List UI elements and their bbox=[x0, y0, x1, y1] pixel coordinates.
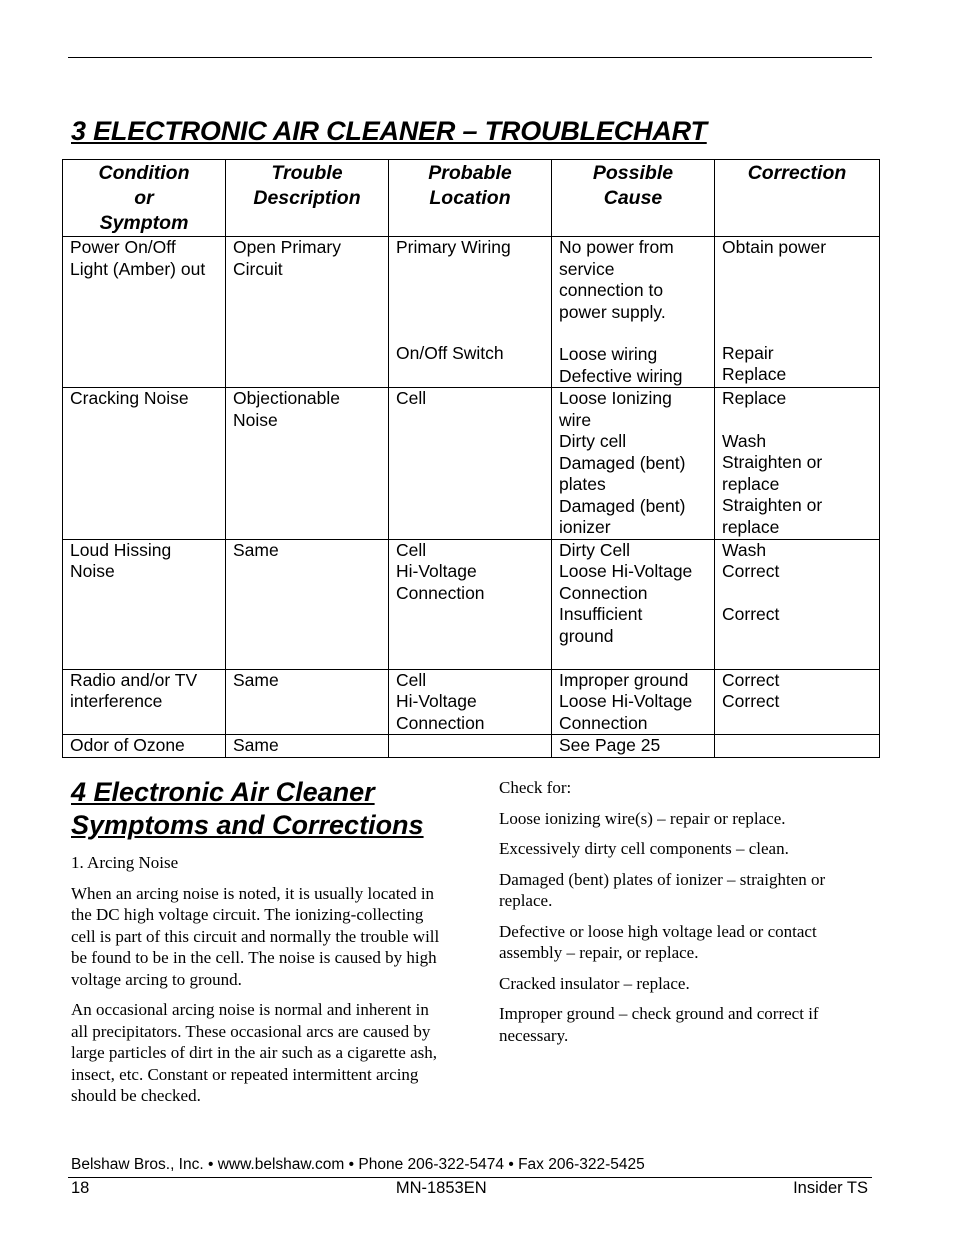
cell-line: ionizer bbox=[559, 517, 611, 537]
cell-line: Light (Amber) out bbox=[70, 258, 206, 279]
check-item: Excessively dirty cell components – clean. bbox=[499, 839, 789, 858]
cell-line: Radio and/or TV bbox=[70, 669, 198, 690]
cell-line: Same bbox=[233, 735, 279, 755]
cell-line: Cell bbox=[396, 669, 427, 690]
check-item: Cracked insulator – replace. bbox=[499, 973, 690, 993]
cell-line: Symptom bbox=[99, 212, 189, 234]
cell-line: Hi-Voltage bbox=[396, 561, 477, 581]
cell-line: On/Off Switch bbox=[396, 342, 504, 363]
cell-correction bbox=[715, 735, 880, 758]
cell-line: Same bbox=[233, 669, 279, 690]
cell-line: or bbox=[134, 187, 154, 209]
blank-line bbox=[722, 280, 873, 301]
symptoms-section-title: 4 Electronic Air Cleaner Symptoms and Corrections bbox=[71, 777, 424, 840]
cell-trouble bbox=[226, 669, 389, 735]
blank-line bbox=[722, 583, 873, 604]
cell-line: Open Primary bbox=[233, 237, 341, 257]
cell-line: Dirty cell bbox=[559, 431, 627, 451]
cell-line: Loose Hi-Voltage bbox=[559, 691, 693, 711]
header-correction bbox=[715, 160, 880, 237]
cell-line: Defective wiring bbox=[559, 365, 683, 386]
cell-line: interference bbox=[70, 691, 163, 711]
cell-condition bbox=[63, 539, 226, 669]
cell-line: Loose Hi-Voltage bbox=[559, 561, 693, 581]
table-row bbox=[63, 237, 880, 388]
cell-line: Circuit bbox=[233, 258, 283, 279]
cell-line: Same bbox=[233, 539, 279, 560]
cell-line: Cause bbox=[603, 187, 663, 209]
cell-line: See Page 25 bbox=[559, 735, 661, 755]
blank-line bbox=[396, 259, 545, 280]
paragraph: An occasional arcing noise is normal and inherent in all precipitators. These occasional arcs are caused by large particles of dirt in the air such as a cigarette ash, insect, etc. Constant or repeated intermittent arcing should be checked. bbox=[71, 1000, 437, 1105]
footer bbox=[71, 1179, 868, 1198]
cell-line: ground bbox=[559, 625, 614, 646]
cell-line: Odor of Ozone bbox=[70, 735, 185, 755]
cell-line: Damaged (bent) bbox=[559, 452, 686, 473]
bottom-rule bbox=[68, 1177, 872, 1178]
cell-line: Cell bbox=[396, 539, 427, 560]
cell-condition bbox=[63, 237, 226, 388]
troublechart-title: 3 ELECTRONIC AIR CLEANER – TROUBLECHART bbox=[71, 116, 707, 146]
cell-line: Correct bbox=[722, 561, 780, 581]
cell-cause bbox=[552, 237, 715, 388]
cell-line: Repair bbox=[722, 342, 774, 363]
table-row bbox=[63, 388, 880, 540]
cell-cause bbox=[552, 388, 715, 540]
check-item: Defective or loose high voltage lead or contact assembly – repair, or replace. bbox=[499, 921, 817, 962]
cell-condition bbox=[63, 388, 226, 540]
right-column bbox=[499, 777, 871, 1055]
cell-line: Probable bbox=[428, 162, 512, 184]
cell-line: Hi-Voltage bbox=[396, 691, 477, 711]
cell-line: Obtain power bbox=[722, 237, 827, 257]
cell-condition bbox=[63, 735, 226, 758]
cell-line: Straighten or bbox=[722, 495, 823, 515]
cell-line: Connection bbox=[396, 582, 485, 603]
top-rule bbox=[68, 57, 872, 58]
cell-line: Correction bbox=[747, 162, 847, 184]
header-trouble bbox=[226, 160, 389, 237]
cell-line: replace bbox=[722, 473, 780, 494]
left-column bbox=[71, 852, 443, 1116]
cell-line: Loose Ionizing bbox=[559, 388, 672, 408]
cell-location bbox=[389, 237, 552, 388]
footer-company-info: Belshaw Bros., Inc. • www.belshaw.com • Phone 206-322-5474 • Fax 206-322-5425 bbox=[71, 1156, 645, 1173]
blank-line bbox=[396, 301, 545, 322]
blank-line bbox=[559, 323, 708, 344]
cell-line: Damaged (bent) bbox=[559, 495, 686, 516]
troublechart-table bbox=[62, 159, 880, 758]
cell-line: Wash bbox=[722, 430, 767, 451]
header-cause bbox=[552, 160, 715, 237]
cell-line: Insufficient bbox=[559, 604, 643, 624]
cell-location bbox=[389, 539, 552, 669]
cell-line: Correct bbox=[722, 669, 780, 690]
cell-line: Loose wiring bbox=[559, 344, 658, 364]
check-item: Loose ionizing wire(s) – repair or replace. bbox=[499, 808, 786, 828]
blank-line bbox=[722, 410, 873, 431]
cell-cause bbox=[552, 539, 715, 669]
cell-line: Objectionable bbox=[233, 388, 341, 408]
cell-correction bbox=[715, 539, 880, 669]
cell-line: Noise bbox=[70, 561, 115, 581]
cell-location bbox=[389, 388, 552, 540]
cell-line: Possible bbox=[592, 162, 674, 184]
cell-trouble bbox=[226, 237, 389, 388]
cell-line: Connection bbox=[559, 582, 648, 603]
cell-line: Condition bbox=[98, 162, 190, 184]
check-item: Improper ground – check ground and correct if necessary. bbox=[499, 1004, 819, 1045]
cell-line: service bbox=[559, 258, 615, 279]
blank-line bbox=[722, 301, 873, 322]
cell-line: Description bbox=[253, 187, 361, 209]
cell-correction bbox=[715, 388, 880, 540]
cell-line: Connection bbox=[559, 712, 648, 733]
cell-line: No power from bbox=[559, 237, 674, 257]
blank-line bbox=[396, 280, 545, 301]
cell-line: Location bbox=[429, 187, 511, 209]
table-row bbox=[63, 539, 880, 669]
blank-line bbox=[396, 322, 545, 343]
cell-cause bbox=[552, 669, 715, 735]
cell-condition bbox=[63, 669, 226, 735]
header-location bbox=[389, 160, 552, 237]
paragraph: When an arcing noise is noted, it is usually located in the DC high voltage circuit. The ionizing-collecting cell is part of this circuit and normally the trouble will be found to be in the cell. The noise is caused by high voltage arcing to ground. bbox=[71, 883, 440, 989]
cell-line: Straighten or bbox=[722, 452, 823, 472]
cell-line: plates bbox=[559, 474, 606, 494]
cell-line: Correct bbox=[722, 691, 780, 711]
cell-line: replace bbox=[722, 516, 780, 537]
cell-cause bbox=[552, 735, 715, 758]
cell-trouble bbox=[226, 735, 389, 758]
arcing-noise-heading: 1. Arcing Noise bbox=[71, 853, 179, 872]
cell-line: Cracking Noise bbox=[70, 388, 189, 408]
table-row bbox=[63, 735, 880, 758]
blank-line bbox=[722, 259, 873, 280]
table-header-row bbox=[63, 160, 880, 237]
table-row bbox=[63, 669, 880, 735]
check-item: Damaged (bent) plates of ionizer – straighten or replace. bbox=[499, 869, 826, 910]
cell-correction bbox=[715, 237, 880, 388]
header-condition bbox=[63, 160, 226, 237]
cell-trouble bbox=[226, 388, 389, 540]
cell-line: Dirty Cell bbox=[559, 539, 630, 560]
cell-trouble bbox=[226, 539, 389, 669]
cell-line: Power On/Off bbox=[70, 237, 176, 257]
cell-line: Connection bbox=[396, 712, 485, 733]
cell-line: Wash bbox=[722, 539, 767, 560]
cell-location bbox=[389, 735, 552, 758]
cell-line: wire bbox=[559, 409, 592, 430]
product-name: Insider TS bbox=[793, 1179, 868, 1197]
cell-line: Improper ground bbox=[559, 669, 689, 690]
cell-line: Replace bbox=[722, 388, 787, 408]
cell-line: Primary Wiring bbox=[396, 237, 511, 257]
page-number: 18 bbox=[71, 1179, 90, 1197]
cell-line: Correct bbox=[722, 603, 780, 624]
cell-line: power supply. bbox=[559, 301, 666, 322]
cell-line: Replace bbox=[722, 364, 787, 384]
blank-line bbox=[722, 322, 873, 343]
cell-location bbox=[389, 669, 552, 735]
cell-line: connection to bbox=[559, 280, 664, 300]
cell-line: Cell bbox=[396, 388, 427, 408]
cell-correction bbox=[715, 669, 880, 735]
cell-line: Loud Hissing bbox=[70, 539, 172, 560]
document-code: MN-1853EN bbox=[395, 1179, 487, 1197]
check-for-heading: Check for: bbox=[499, 778, 572, 797]
cell-line: Noise bbox=[233, 409, 278, 430]
cell-line: Trouble bbox=[271, 162, 343, 184]
